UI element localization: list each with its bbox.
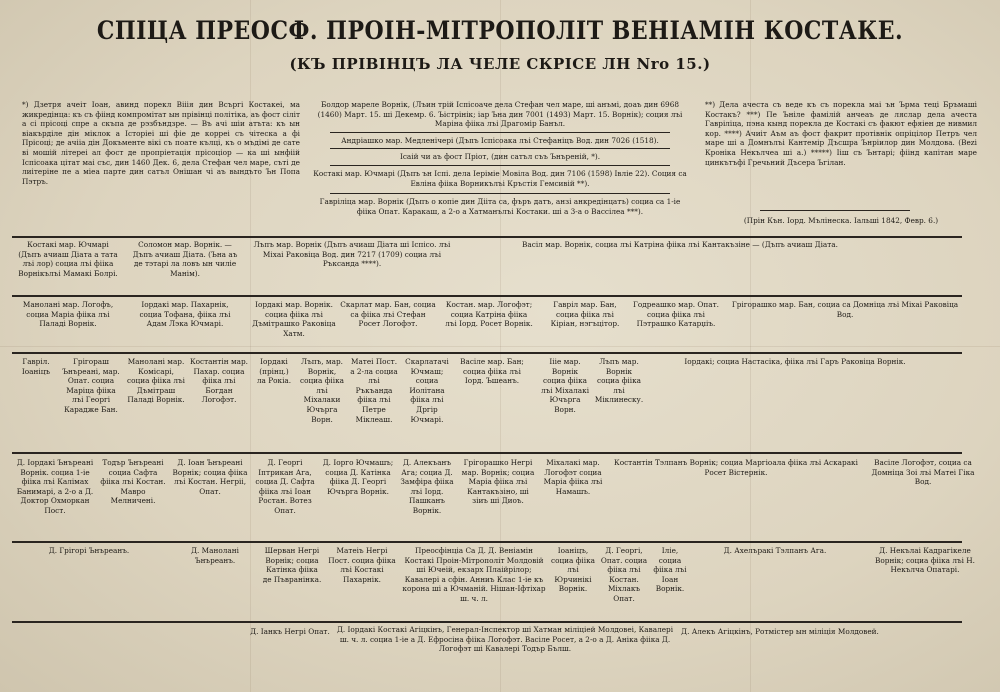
- person-entry: Iоанiцъ, социа фiiка лъi Юрчинiкi Ворнiк.: [551, 546, 595, 594]
- person-entry: Гаврiл мар. Бан, социа фiiка лъi Кiрiан, нэгъцiтор.: [550, 300, 620, 329]
- person-entry: Д. Алекъ Агiцкiнъ, Ротмiстер ын мiлiцiя Молдовей.: [681, 627, 879, 636]
- person-entry: Iордакi мар. Пахарнiк, социа Тофана, фiiка лъi Адам Лэка Ючмарi.: [139, 300, 231, 329]
- person-entry: Преосфiнцiа Са Д. Д. Венiамiн Костакi Проiн-Мiтрополiт Молдовiй шi Ючеiй, екзарх Плаiйрiлор; Кавалерi а сфiн. Анниъ Клас 1-iе къ корона шi а Ючманiй. Нiшан-Iфтiхар ш. ч. л.: [402, 546, 546, 603]
- person-entry: Грiгорашко мар. Бан, социа са Домнiца лъi Мiхаi Раковiца Вод.: [731, 300, 959, 319]
- person-entry: Д. Грiгорi Ънъреанъ.: [48, 546, 130, 555]
- person-entry: Iордакi (прiнц.) ла Рокiа.: [256, 357, 292, 386]
- person-entry: Васiле Логофэт, социа са Домнiца Зоi лъi Матеi Гiка Вод.: [871, 458, 975, 487]
- person-entry: Д. Iанкъ Негрi Опат.: [250, 627, 330, 636]
- person-entry: Скарлатачi Ючмаш; социа Иолiтана фiiка лъi Дргiр Ючмарi.: [405, 357, 449, 424]
- person-entry: Д. Iордакi Костакi Агiцкiнъ, Генерал-Iнспектор шi Хатман мiлiцiей Молдовеi, Кавалерi ш. ч. л. социа 1-iе а Д. Ефросiна фiiка Логофэт. Васiле Росет, а 2-о а Д. Анiка фiiка Д. Логофэт шi Кавалерi Тодър Бълш.: [336, 625, 674, 654]
- person-entry: Маноланi мар. Комiсарi, социа фiiка лъi Дъмiтраш Паладi Ворнiк.: [127, 357, 185, 405]
- person-entry: Матеiъ Негрi Пост. социа фiiка лъi Костакi Пахарнiк.: [328, 546, 396, 584]
- person-entry: Iлiе, социа фiiка лъi Iоан Ворнiк.: [653, 546, 687, 594]
- person-entry: Костан. мар. Логофэт; социа Катрiна фiiка лъi Iорд. Росет Ворнiк.: [445, 300, 533, 329]
- person-entry: Тодър Ънъреанi социа Сафта фiiка лъi Костан. Мавро Мелниченi.: [100, 458, 166, 506]
- person-entry: Гаврiл. Iоанiцъ: [21, 357, 51, 376]
- generation-line: [12, 295, 962, 297]
- generation-line: [12, 541, 962, 543]
- person-entry: Васiле мар. Бан; социа фiiка лъi Iорд. Ъшеанъ.: [460, 357, 524, 386]
- person-entry: Лъпъ, мар. Ворнiк, социа фiiка лъi Мiхалаки Ючърга Ворн.: [300, 357, 344, 424]
- left-footnote: *) Дзетря ачеiт Iоан, авинд порекл Вiiiя дин Всъргi Костакеi, ма жикредiнца: къ съ фiiнд компромiтат ын прiвiнцi полiтiка, аъ фост сiлiт а сi прiсоцi спре а скъпа де рэзбъндзре. — Въ ачi шiи атъта: къ ын віакърдiле дiн мiклок а Iсторiеi шi фiе де кoрреi съ чiтеска а фi Прiсоцi; де ачiia дiн Докъменте вiкi съ поате кълцi, къ о мъдiмi де сате вi мошiй лiтереi ал фост де пропрiетацiя прiсоцiор — ка шi ынфiiй Iспiсоака цiтат маi със, дин 1460 Дек. 6, дела Стефан чел маре, сътi де лиiтерiне пе а мiеа парте дин сатъл Онiшан чi аъ вындъто Ън Попа Пэтръ.: [22, 100, 300, 186]
- divider: [330, 165, 670, 166]
- person-entry: Д. Алекъанъ Ага; социа Д. Замфiра фiiка лъi Iорд. Пашканъ Ворнiк.: [400, 458, 454, 515]
- generation-line: [12, 452, 962, 454]
- person-entry: Д. Некълаi Кадрагiкеле Ворнiк; социа фiiка лъi Н. Некълча Опатарi.: [875, 546, 975, 575]
- divider: [330, 193, 670, 194]
- person-entry: Костакi мар. Ючмарi (Дъпъ ачиаш Дiата а тата лъi лор) социа лъi фiiка Ворнiкълъi Мамакi Болрi.: [18, 240, 118, 278]
- document-title: СПIЦА ПРЕОСФ. ПРОIН-МIТРОПОЛIТ ВЕНIАМIН КОСТАКЕ.: [96, 16, 904, 46]
- ancestor-entry: Болдор мареле Ворнiк, (Лъин трiй Iспiсоаче дела Стефан чел маре, шi анъмi, доаъ дин 6968 (1460) Март. 15. шi Декемр. 6. Ъiстрiнiк; iар Ъна дин 7001 (1493) Март. 15. Ворнiк); соция лъi Марiна фiiка лъi Драгомiр Банъл.: [317, 100, 683, 129]
- person-entry: Мiхалакi мар. Логофэт социа Марiа фiiка лъi Намашъ.: [543, 458, 603, 496]
- right-footnote: **) Дела ачеста съ веде къ съ порекла маi ън Ърма тецi Бръмашi Костакъ? ***) Пе Ънiле фамiлiй анчеаъ де ляслар дела ачеста Гаврiлiца, пэна кынд порекла де Костакi съ факют ефяiен де нивмил кор. ****) Ачиiт Аъм аъ фост факрит протiвнiк опрiцiлор Петръ чел маре шi а Домнълъi Кантемiр Дъсшра Ънрiилор дин Молдова. (Веzi Кронiка Некълчеа шi а.) *****) Iiш съ Ънтарi; фiiнд капiтан маре цинкътъфi Гречьний Дъсера Ъгiлан.: [705, 100, 977, 167]
- ancestor-entry: Iсаiй чи аъ фост Прiот, (дин сатъл съъ Ънъренiй, *).: [399, 152, 601, 161]
- person-entry: Iордакi; социа Настасiка, фiiка лъi Гаръ Раковiца Ворнiк.: [684, 357, 906, 366]
- divider: [330, 132, 670, 133]
- person-entry: Д. Ахелъракi Тэлпанъ Ага.: [723, 546, 827, 555]
- person-entry: Годреашко мар. Опат. социа фiiка лъi Пэтрашко Катарџiъ.: [632, 300, 719, 329]
- generation-line: [12, 621, 962, 623]
- person-entry: Костантiн мар. Пахар. социа фiiка лъi Богдан Логофэт.: [190, 357, 248, 405]
- person-entry: Матеi Пост. а 2-ла социа лъi Ръкъанда фiiка лъi Петре Мiклеаш.: [350, 357, 398, 424]
- divider: [330, 148, 670, 149]
- document-subtitle: (КЪ ПРIВIНЦЪ ЛА ЧЕЛЕ СКРIСЕ ЛН Nro 15.): [289, 55, 711, 73]
- person-entry: Д. Маноланi Ънъреанъ.: [191, 546, 239, 565]
- ancestor-entry: Гаврiлiца мар. Ворнiк (Дъпъ о копiе дин Дiiта са, фъръ датъ, анзi анкредiнцатъ) социа са 1-iе фiiка Опат. Каракаш, а 2-о а Хатманълъi Костаки. шi а 3-а о Вассiлеа ***).: [319, 197, 681, 216]
- person-entry: Д. Iоан Ънъреанi Ворнiк; социа фiiка лъi Костан. Негрii, Опат.: [172, 458, 248, 496]
- paper-fold: [0, 346, 1000, 347]
- person-entry: Iордакi мар. Ворнiк. социа фiiка лъi Дъмiтрашко Раковiца Хатм.: [252, 300, 336, 338]
- person-entry: Лъпъ мар. Ворнiк (Дъпъ ачиаш Дiата шi Iспiсо. лъi Мiхаi Раковiца Вод. дин 7217 (1709) социа лъi Ръксанда ****).: [253, 240, 451, 269]
- person-entry: Васiл мар. Ворнiк, социа лъi Катрiна фiiка лъi Кантакъзiне — (Дъпъ ачиаш Дiата.: [522, 240, 838, 249]
- ancestor-entry: Андрiашко мар. Медленiчерi (Дъпъ Iспiсоака лъi Стефанiцъ Вод. дин 7026 (1518).: [341, 136, 659, 145]
- person-entry: Скарлат мар. Бан, социа са фiiка лъi Стефан Росет Логофэт.: [340, 300, 436, 329]
- person-entry: Грiгораш Ънъреанi, мар. Опат. социа Марiца фiiка лъi Георгi Карадже Бан.: [62, 357, 120, 414]
- person-entry: Д. Iордакi Ънъреанi Ворнiк. социа 1-iе фiiка лъi Калiмах Банимарi, а 2-о а Д. Доктор Охморкан Пост.: [16, 458, 94, 515]
- person-entry: Соломон мар. Ворнiк. — Дъпъ ачиаш Дiата. (Ъна аъ де тэтарi ла ловъ ын чилiе Манiм).: [132, 240, 238, 278]
- person-entry: Костантiн Тэлпанъ Ворнiк; социа Маргiоала фiiка лъi Аскаракi Росет Вiстернiк.: [614, 458, 858, 477]
- divider: [760, 210, 910, 211]
- person-entry: Шерван Негрi Ворнiк; социа Катiнка фiiка де Пъвранiнка.: [262, 546, 322, 584]
- person-entry: Iiiе мар. Ворнiк социа фiiка лъi Мiхалакi Ючърга Ворн.: [540, 357, 590, 414]
- generation-line: [12, 236, 962, 238]
- person-entry: Лъпъ мар. Ворнiк социа фiiка лъi Мiклинеску.: [594, 357, 644, 405]
- person-entry: Д. Георгi Iптрикан Ага, социа Д. Сафта фiiка лъi Iоан Ростан. Вотез Опат.: [255, 458, 315, 515]
- source-citation: (Прiн Кън. Iорд. Мълiнеска. Iальшi 1842, Февр. 6.): [743, 216, 939, 225]
- generation-line: [12, 352, 962, 354]
- ancestor-entry: Костакi мар. Ючмарi (Дъпъ ън Iспi. дела Iерiмiе Мовiла Вод. дин 7106 (1598) Iвлiе 22). Соция са Евлiна фiiка Ворникълъi Кръстiя Гемсивiй **).: [313, 169, 687, 188]
- person-entry: Д. Георгi, Опат. социа фiiка лъi Костан. Мiхлакъ Опат.: [600, 546, 648, 603]
- person-entry: Грiгорашко Негрi мар. Ворнiк; социа Марiа фiiка лъi Кантакъзiно, шi зiиъ шi Диоъ.: [461, 458, 535, 506]
- person-entry: Д. Iорго Ючмашъ; социа Д. Катiнка фiiка Д. Георгi Ючърга Ворнiк.: [322, 458, 394, 496]
- person-entry: Маноланi мар. Логофъ, социа Марiа фiiка лъi Паладi Ворнiк.: [22, 300, 114, 329]
